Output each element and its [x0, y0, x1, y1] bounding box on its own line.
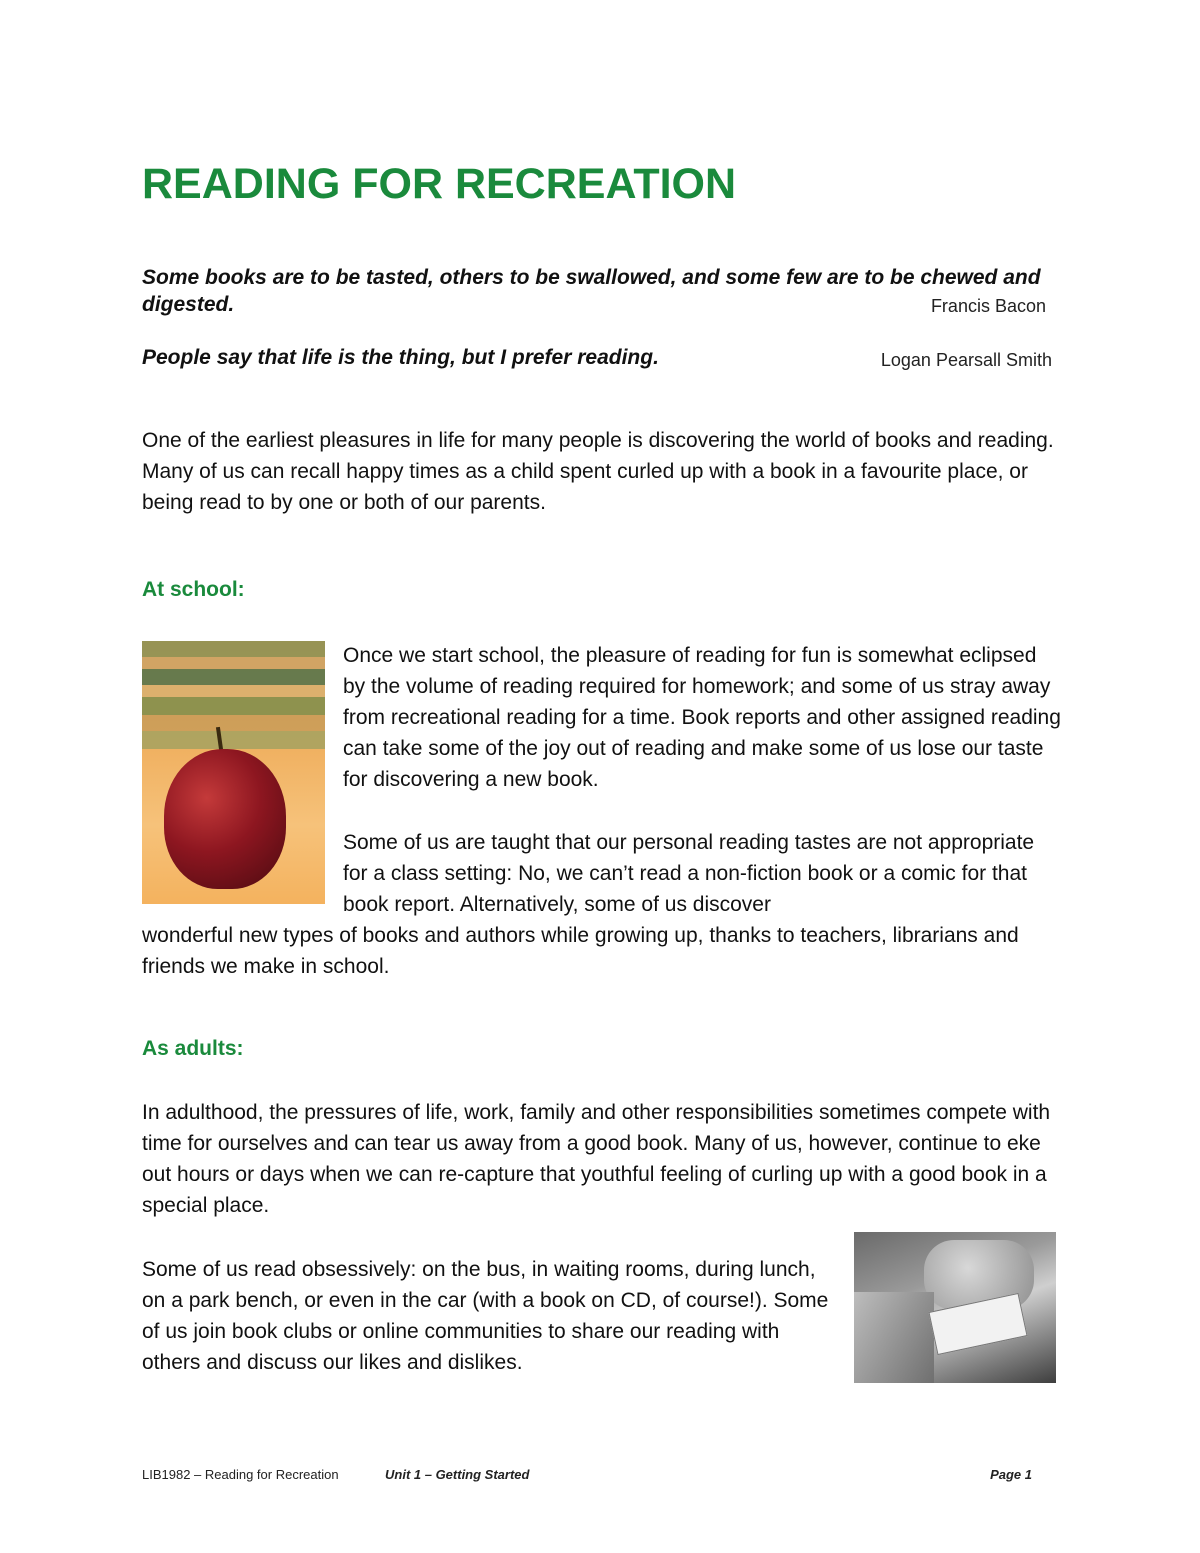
apple-books-image — [142, 641, 325, 904]
couch-book-image — [854, 1232, 1056, 1383]
quote-author: Francis Bacon — [930, 296, 1046, 316]
blanket — [854, 1292, 934, 1383]
school-paragraph-2-continued: wonderful new types of books and authors while growing up, thanks to teachers, librarians and friends we make in school. — [142, 924, 1019, 978]
school-paragraph-2: Some of us are taught that our personal reading tastes are not appropriate for a class setting: No, we can’t read a non-fiction book or a comic for that book report. Alternatively, some of us discover — [343, 831, 1035, 916]
adults-paragraph-2: Some of us read obsessively: on the bus, in waiting rooms, during lunch, on a park bench, or even in the car (with a book on CD, of course!). Some of us join book clubs or online communities to share our reading with others and discuss our likes and dislikes. — [142, 1258, 829, 1374]
footer-unit: Unit 1 – Getting Started — [385, 1467, 530, 1482]
adults-paragraph-1: In adulthood, the pressures of life, work, family and other responsibilities sometimes compete with time for ourselves and can tear us away from a good book. Many of us, however, continue to eke out hours or days when we can re-capture that youthful feeling of curling up with a good book in a special place. — [142, 1101, 1051, 1217]
quote-smith — [142, 344, 1052, 371]
intro-paragraph: One of the earliest pleasures in life for many people is discovering the world of books and reading. Many of us can recall happy times as a child spent curled up with a book in a favourite place, or being read to by one or both of our parents. — [142, 429, 1054, 514]
quote-bacon — [142, 264, 1052, 318]
footer-course: LIB1982 – Reading for Recreation — [142, 1467, 339, 1482]
quote-text: People say that life is the thing, but I prefer reading. — [142, 346, 659, 369]
section-heading-adults: As adults: — [142, 1037, 244, 1060]
school-paragraph-1: Once we start school, the pleasure of reading for fun is somewhat eclipsed by the volume of reading required for homework; and some of us stray away from recreational reading for a time. Book reports and other assigned reading can take some of the joy out of reading and make some of us lose our taste for discovering a new book. — [343, 644, 1061, 791]
books-stack — [142, 641, 325, 761]
quote-text: Some books are to be tasted, others to be swallowed, and some few are to be chewed and digested. — [142, 266, 1041, 316]
quote-author: Logan Pearsall Smith — [880, 350, 1052, 370]
footer-page-number: Page 1 — [990, 1467, 1032, 1482]
page-title: READING FOR RECREATION — [142, 160, 737, 208]
section-heading-school: At school: — [142, 578, 245, 601]
apple-icon — [164, 749, 286, 889]
